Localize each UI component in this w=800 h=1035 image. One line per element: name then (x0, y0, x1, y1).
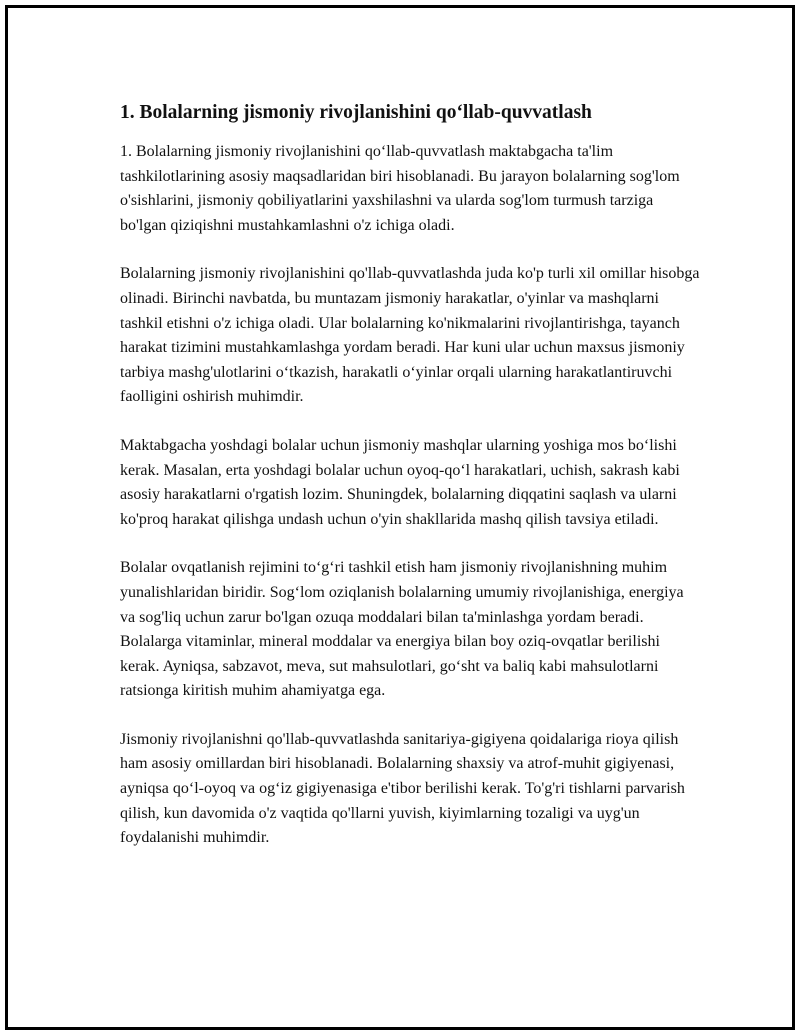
paragraph-4: Bolalar ovqatlanish rejimini to‘g‘ri tashkil etish ham jismoniy rivojlanishning muhim yunalishlaridan biridir. Sog‘lom oziqlanish bolalarning umumiy rivojlanishiga, energiya va sog'liq uchun zarur bo'lgan ozuqa moddalari bilan ta'minlashga yordam beradi. Bolalarga vitaminlar, mineral moddalar va energiya bilan boy oziq-ovqatlar berilishi kerak. Ayniqsa, sabzavot, meva, sut mahsulotlari, go‘sht va baliq kabi mahsulotlarni ratsionga kiritish muhim ahamiyatga ega. (120, 559, 684, 700)
paragraph-3: Maktabgacha yoshdagi bolalar uchun jismoniy mashqlar ularning yoshiga mos bo‘lishi kerak. Masalan, erta yoshdagi bolalar uchun oyoq-qo‘l harakatlari, uchish, sakrash kabi asosiy harakatlarni o'rgatish lozim. Shuningdek, bolalarning diqqatini saqlash va ularni ko'proq harakat qilishga undash uchun o'yin shakllarida mashq qilish tavsiya etiladi. (120, 436, 680, 528)
document-body (120, 100, 700, 875)
paragraph-2: Bolalarning jismoniy rivojlanishini qo'llab-quvvatlashda juda ko'p turli xil omillar hisobga olinadi. Birinchi navbatda, bu muntazam jismoniy harakatlar, o'yinlar va mashqlarni tashkil etishni o'z ichiga oladi. Ular bolalarning ko'nikmalarini rivojlantirishga, tayanch harakat tizimini mustahkamlashga yordam beradi. Har kuni ular uchun maxsus jismoniy tarbiya mashg'ulotlarini o‘tkazish, harakatli o‘yinlar orqali ularning harakatlantiruvchi faolligini oshirish muhimdir. (120, 265, 700, 406)
page-frame (5, 5, 795, 1030)
paragraph-1: 1. Bolalarning jismoniy rivojlanishini qo‘llab-quvvatlash maktabgacha ta'lim tashkilotlarining asosiy maqsadlaridan biri hisoblanadi. Bu jarayon bolalarning sog'lom o'sishlarini, jismoniy qobiliyatlarini yaxshilashni va ularda sog'lom turmush tarziga bo'lgan qiziqishni mustahkamlashni o'z ichiga oladi. (120, 143, 680, 234)
document-title: 1. Bolalarning jismoniy rivojlanishini qo‘llab-quvvatlash (120, 102, 592, 123)
paragraph-5: Jismoniy rivojlanishni qo'llab-quvvatlashda sanitariya-gigiyena qoidalariga rioya qilish ham asosiy omillardan biri hisoblanadi. Bolalarning shaxsiy va atrof-muhit gigiyenasi, ayniqsa qo‘l-oyoq va og‘iz gigiyenasiga e'tibor berilishi kerak. To'g'ri tishlarni parvarish qilish, kun davomida o'z vaqtida qo'llarni yuvish, kiyimlarning tozaligi va uyg'un foydalanishi muhimdir. (120, 730, 685, 847)
